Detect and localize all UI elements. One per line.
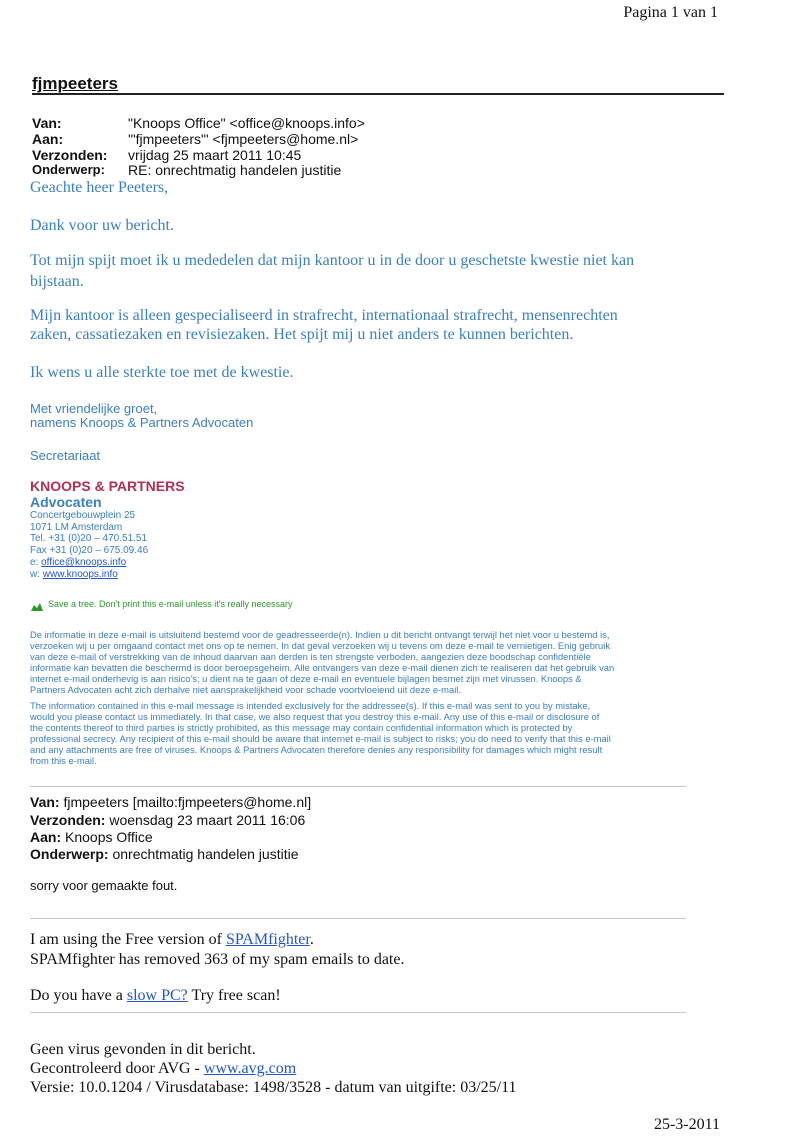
- disclaimer-line: The information contained in this e-mail message is intended exclusively for the addressee(s). If this e-mail was sent to you by mistake,: [30, 700, 591, 711]
- body-paragraph-4: Ik wens u alle sterkte toe met de kwestie.: [30, 364, 294, 381]
- email-contact: [30, 557, 126, 568]
- save-tree-text: Save a tree. Don't print this e-mail unless it's really necessary: [48, 599, 293, 609]
- disclaimer-line: the contents thereof to third parties is strictly prohibited, as this message may contain confidential information which is protected by: [30, 722, 573, 733]
- body-paragraph-2-line-2: bijstaan.: [30, 273, 84, 290]
- fax-number: Fax +31 (0)20 – 675.09.46: [30, 545, 149, 556]
- disclaimer-english: [30, 700, 730, 766]
- header-label-to: Aan:: [32, 131, 64, 147]
- disclaimer-line: from this e-mail.: [30, 755, 97, 766]
- web-contact: [30, 569, 118, 580]
- fwd-subject-label: Onderwerp:: [30, 846, 109, 862]
- page-number: Pagina 1 van 1: [623, 4, 718, 21]
- avg-divider: [30, 1012, 686, 1013]
- body-paragraph-3-line-2: zaken, cassatiezaken en revisiezaken. Het spijt mij u niet anders te kunnen berichten.: [30, 326, 574, 343]
- disclaimer-line: Partners Advocaten acht zich derhalve niet aansprakelijkheid voor schade voortvloeiend uit deze e-mail.: [30, 684, 461, 695]
- avg-line-3: Versie: 10.0.1204 / Virusdatabase: 1498/3528 - datum van uitgifte: 03/25/11: [30, 1079, 517, 1096]
- disclaimer-line: van deze e-mail of verstrekking van de inhoud daarvan aan derden is ten strengste verboden, aangezien deze boodschap confidentiële: [30, 651, 591, 662]
- header-label-from: Van:: [32, 115, 62, 131]
- fwd-from-label: Van:: [30, 794, 60, 810]
- fwd-to: [30, 829, 153, 845]
- fwd-from-value: fjmpeeters [mailto:fjmpeeters@home.nl]: [63, 794, 312, 810]
- phone-number: Tel. +31 (0)20 – 470.51.51: [30, 533, 148, 544]
- address-line-2: 1071 LM Amsterdam: [30, 522, 123, 533]
- fwd-to-label: Aan:: [30, 829, 62, 845]
- spamfighter-line-2: SPAMfighter has removed 363 of my spam emails to date.: [30, 951, 405, 968]
- fwd-sent: [30, 812, 305, 828]
- tree-icon: [30, 599, 44, 609]
- header-label-subject: Onderwerp:: [32, 162, 105, 177]
- free-scan-text: Try free scan!: [191, 987, 281, 1004]
- disclaimer-line: verzoeken wij u per omgaand contact met ons op te nemen. In dat geval verzoeken wij u tevens om deze e-mail te vernietigen. Enig gebruik: [30, 640, 611, 651]
- email-link[interactable]: office@knoops.info: [41, 557, 127, 568]
- body-paragraph-2-line-1: Tot mijn spijt moet ik u mededelen dat mijn kantoor u in de door u geschetste kwestie niet kan: [30, 252, 635, 269]
- header-label-sent: Verzonden:: [32, 147, 108, 163]
- disclaimer-line: De informatie in deze e-mail is uitsluitend bestemd voor de geadresseerde(n). Indien u dit bericht ontvangt terwijl het niet voor u bestemd is,: [30, 629, 610, 640]
- avg-line-1: Geen virus gevonden in dit bericht.: [30, 1041, 256, 1058]
- disclaimer-line: and any attachments are free of viruses. Knoops & Partners Advocaten therefore denies any responsibility for damages which might result: [30, 744, 603, 755]
- firm-subtitle: Advocaten: [30, 494, 102, 510]
- avg-link[interactable]: www.avg.com: [203, 1060, 297, 1077]
- forward-divider: [30, 786, 686, 787]
- web-link[interactable]: www.knoops.info: [42, 569, 118, 580]
- greeting: Geachte heer Peeters,: [30, 179, 169, 196]
- fwd-sent-value: woensdag 23 maart 2011 16:06: [109, 812, 306, 828]
- web-prefix: w:: [30, 569, 40, 580]
- spamfighter-divider: [30, 918, 686, 919]
- disclaimer-line: informatie kan bevatten die beschermd is door beroepsgeheim. Alle ontvangers van deze e-mail dienen zich te realiseren dat het gebruik van: [30, 662, 615, 673]
- fwd-subject: [30, 846, 298, 862]
- fwd-sent-label: Verzonden:: [30, 812, 106, 828]
- avg-line-2: [30, 1060, 296, 1078]
- fwd-to-value: Knoops Office: [65, 829, 153, 845]
- spamfighter-period: .: [309, 931, 314, 948]
- email-prefix: e:: [30, 557, 39, 568]
- fwd-body: sorry voor gemaakte fout.: [30, 878, 178, 893]
- spamfighter-line-3: [30, 987, 281, 1005]
- spamfighter-link[interactable]: SPAMfighter: [225, 931, 310, 948]
- fwd-from: [30, 794, 311, 810]
- fwd-subject-value: onrechtmatig handelen justitie: [112, 846, 299, 862]
- footer-date: 25-3-2011: [653, 1116, 720, 1133]
- closing-greeting: Met vriendelijke groet,: [30, 401, 158, 416]
- avg-checked-text: Gecontroleerd door AVG -: [30, 1060, 200, 1077]
- closing-on-behalf: namens Knoops & Partners Advocaten: [30, 415, 254, 430]
- disclaimer-line: professional secrecy. Any recipient of this e-mail should be aware that internet e-mail is subject to risks; you do need to verify that this e-mail: [30, 733, 611, 744]
- spamfighter-text: I am using the Free version of: [30, 931, 222, 948]
- save-tree-notice: [30, 599, 293, 609]
- firm-name: KNOOPS & PARTNERS: [30, 478, 185, 494]
- body-paragraph-1: Dank voor uw bericht.: [30, 217, 174, 234]
- disclaimer-dutch: [30, 629, 730, 695]
- header-value-sent: vrijdag 25 maart 2011 10:45: [128, 147, 302, 163]
- spamfighter-line-1: [30, 931, 314, 949]
- secretariat: Secretariaat: [30, 448, 101, 463]
- header-value-from: "Knoops Office" <office@knoops.info>: [128, 115, 365, 131]
- body-paragraph-3-line-1: Mijn kantoor is alleen gespecialiseerd in strafrecht, internationaal strafrecht, mensenrechten: [30, 307, 618, 324]
- header-value-subject: RE: onrechtmatig handelen justitie: [128, 162, 342, 178]
- slow-pc-link[interactable]: slow PC?: [126, 987, 188, 1004]
- disclaimer-line: internet e-mail onderhevig is aan risico's; u dient na te gaan of deze e-mail en eventuele bijlagen besmet zijn met virussen. Knoops &: [30, 673, 582, 684]
- sender-name: fjmpeeters: [32, 74, 118, 93]
- header-divider: [32, 93, 724, 95]
- address-line-1: Concertgebouwplein 25: [30, 510, 136, 521]
- header-value-to: '"fjmpeeters"' <fjmpeeters@home.nl>: [128, 131, 359, 147]
- disclaimer-line: would you please contact us immediately. In that case, we also request that you destroy this e-mail. Any use of this e-mail or disclosure of: [30, 711, 600, 722]
- slow-pc-prefix: Do you have a: [30, 987, 123, 1004]
